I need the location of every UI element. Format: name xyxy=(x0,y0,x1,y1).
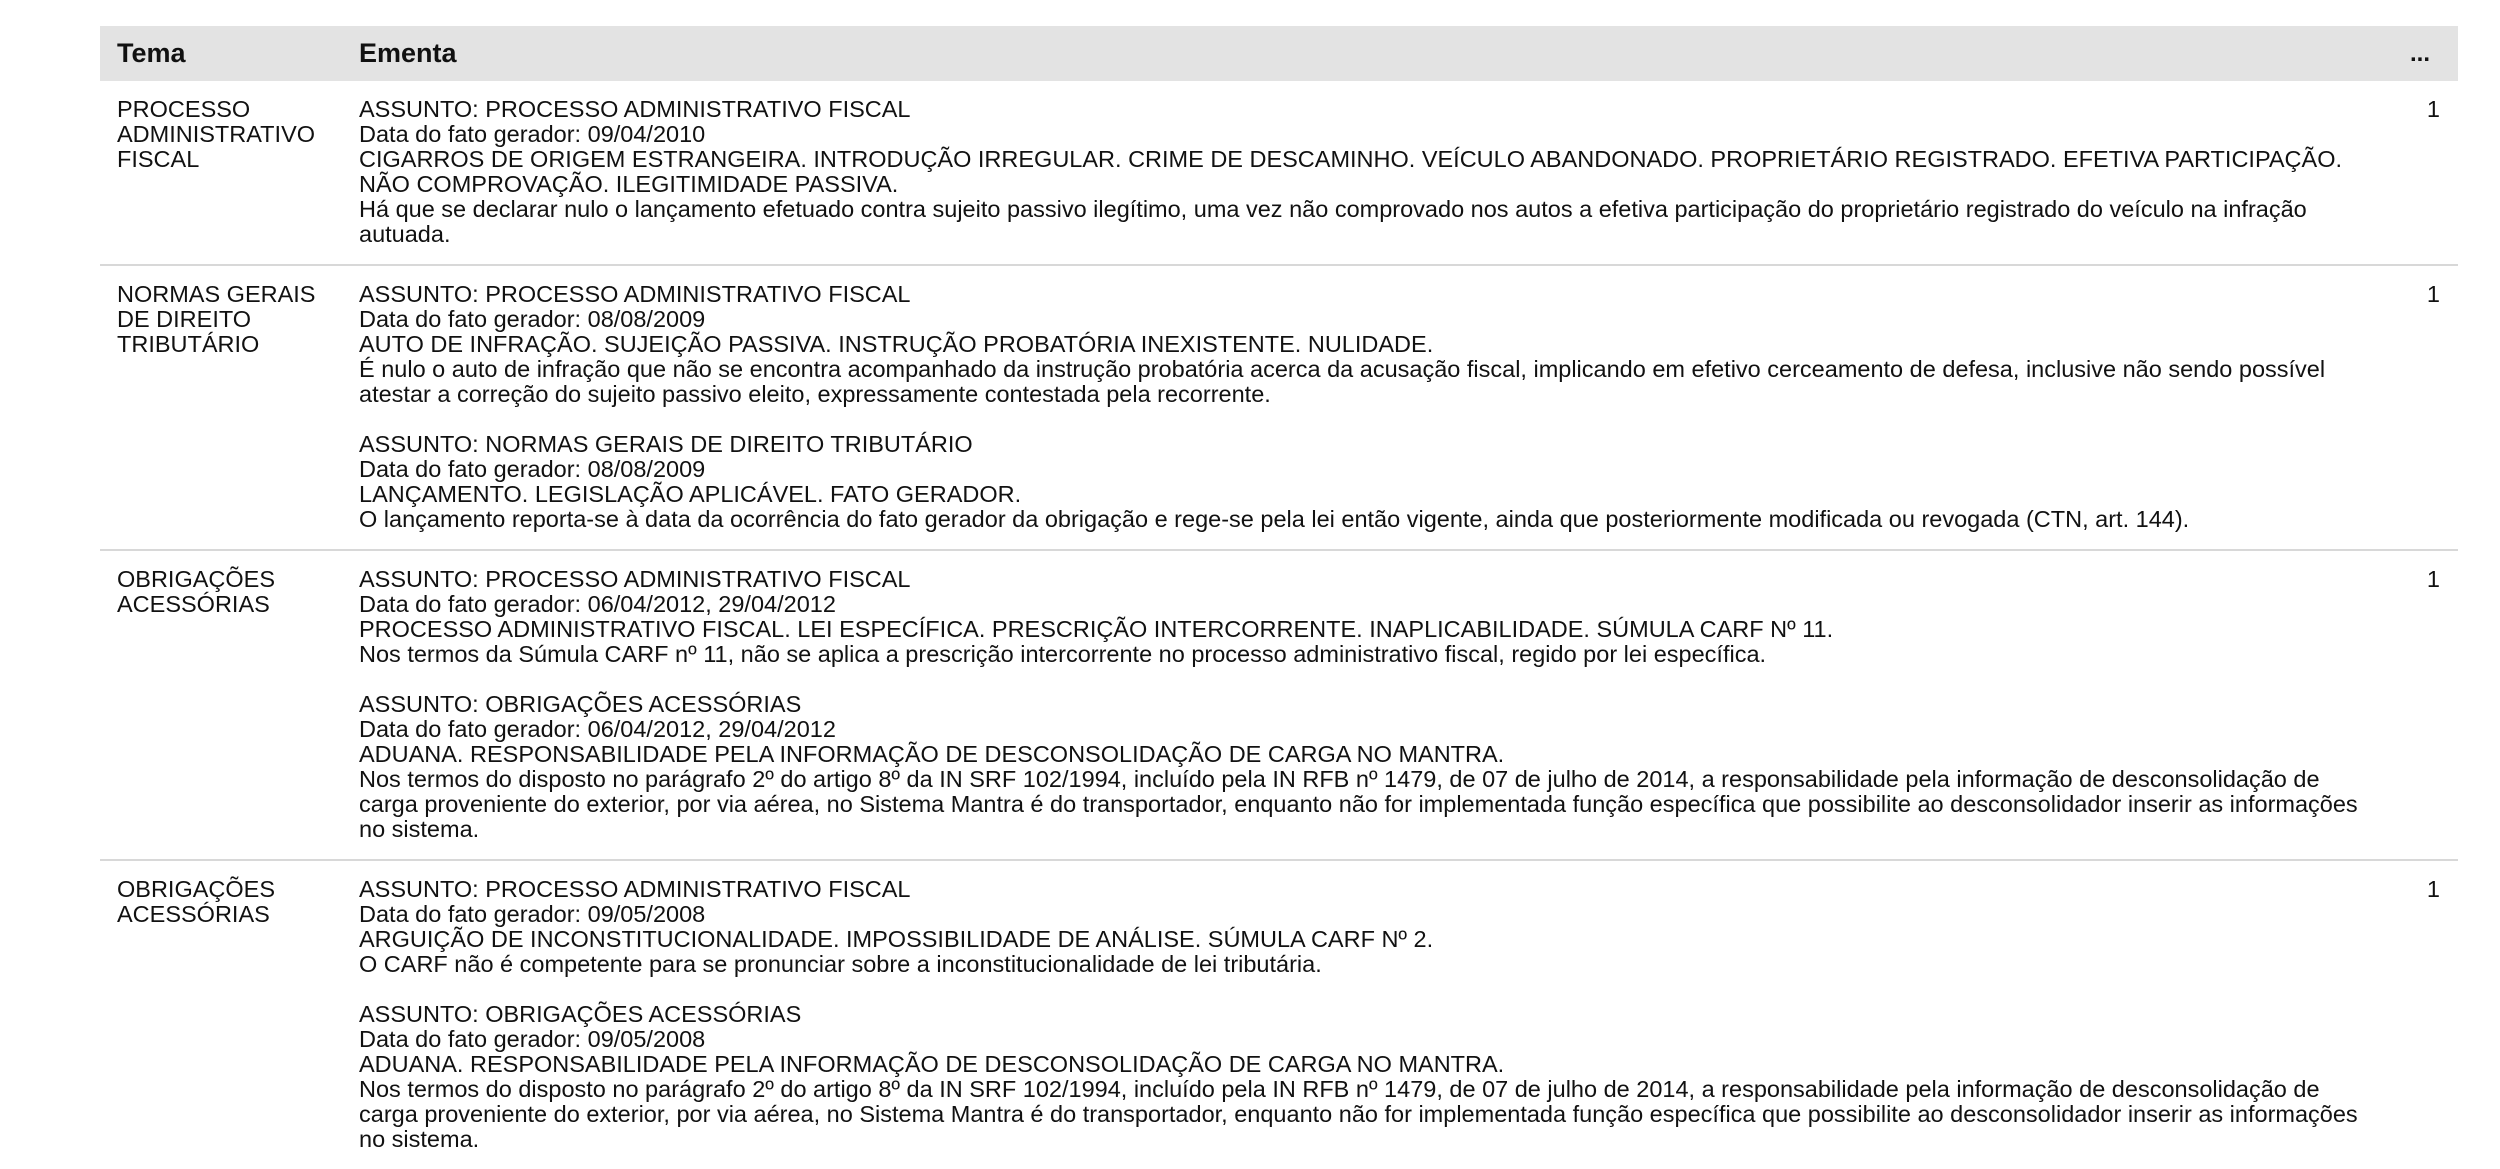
ementa-headnote: CIGARROS DE ORIGEM ESTRANGEIRA. INTRODUÇÃO IRREGULAR. CRIME DE DESCAMINHO. VEÍCULO ABANDONADO. PROPRIETÁRIO REGISTRADO. EFETIVA PARTICIPAÇÃO. NÃO COMPROVAÇÃO. ILEGITIMIDADE PASSIVA. xyxy=(359,146,2342,197)
ementa-headnote: LANÇAMENTO. LEGISLAÇÃO APLICÁVEL. FATO GERADOR. xyxy=(359,481,1022,507)
ementa-data-fato-gerador: Data do fato gerador: 06/04/2012, 29/04/2012 xyxy=(359,591,836,617)
ementa-assunto: ASSUNTO: PROCESSO ADMINISTRATIVO FISCAL xyxy=(359,281,911,307)
column-header-more[interactable]: ... xyxy=(2409,39,2430,67)
row-count: 1 xyxy=(2426,876,2440,902)
row-count: 1 xyxy=(2426,281,2440,307)
ementa-text: Há que se declarar nulo o lançamento efetuado contra sujeito passivo ilegítimo, uma vez não comprovado nos autos a efetiva participação do proprietário registrado do veículo na infração autuada. xyxy=(359,196,2307,247)
ementa-headnote: PROCESSO ADMINISTRATIVO FISCAL. LEI ESPECÍFICA. PRESCRIÇÃO INTERCORRENTE. INAPLICABILIDADE. SÚMULA CARF Nº 11. xyxy=(359,616,1834,642)
ementa-data-fato-gerador: Data do fato gerador: 08/08/2009 xyxy=(359,456,706,482)
ementa-text: É nulo o auto de infração que não se encontra acompanhado da instrução probatória acerca da acusação fiscal, implicando em efetivo cerceamento de defesa, inclusive não sendo possível atestar a correção do sujeito passivo eleito, expressamente contestada pela recorrente. xyxy=(359,356,2326,407)
row-count: 1 xyxy=(2426,96,2440,122)
ementa-block xyxy=(359,692,2361,842)
results-table xyxy=(100,26,2458,1169)
row-tema: PROCESSO ADMINISTRATIVO FISCAL xyxy=(117,96,316,172)
ementa-headnote: ADUANA. RESPONSABILIDADE PELA INFORMAÇÃO DE DESCONSOLIDAÇÃO DE CARGA NO MANTRA. xyxy=(359,1051,1505,1077)
ementa-headnote: ADUANA. RESPONSABILIDADE PELA INFORMAÇÃO DE DESCONSOLIDAÇÃO DE CARGA NO MANTRA. xyxy=(359,741,1505,767)
results-table-container xyxy=(100,26,2458,1169)
ementa-data-fato-gerador: Data do fato gerador: 06/04/2012, 29/04/2012 xyxy=(359,716,836,742)
row-tema: OBRIGAÇÕES ACESSÓRIAS xyxy=(117,876,276,927)
ementa-block xyxy=(359,1002,2361,1152)
ementa-assunto: ASSUNTO: NORMAS GERAIS DE DIREITO TRIBUTÁRIO xyxy=(359,431,973,457)
ementa-assunto: ASSUNTO: PROCESSO ADMINISTRATIVO FISCAL xyxy=(359,876,911,902)
ementa-assunto: ASSUNTO: OBRIGAÇÕES ACESSÓRIAS xyxy=(359,1001,802,1027)
ementa-data-fato-gerador: Data do fato gerador: 09/05/2008 xyxy=(359,901,706,927)
table-row[interactable] xyxy=(100,265,2458,550)
table-row[interactable] xyxy=(100,860,2458,1169)
table-body xyxy=(100,81,2458,1169)
column-header-tema[interactable]: Tema xyxy=(117,38,186,68)
ementa-text: O CARF não é competente para se pronunciar sobre a inconstitucionalidade de lei tributária. xyxy=(359,951,1322,977)
ementa-block xyxy=(359,567,2361,667)
row-tema: NORMAS GERAIS DE DIREITO TRIBUTÁRIO xyxy=(117,281,316,357)
row-ementa xyxy=(342,550,2378,860)
ementa-headnote: ARGUIÇÃO DE INCONSTITUCIONALIDADE. IMPOSSIBILIDADE DE ANÁLISE. SÚMULA CARF Nº 2. xyxy=(359,926,1434,952)
row-ementa xyxy=(342,860,2378,1169)
row-tema: OBRIGAÇÕES ACESSÓRIAS xyxy=(117,566,276,617)
ementa-text: O lançamento reporta-se à data da ocorrência do fato gerador da obrigação e rege-se pela lei então vigente, ainda que posteriormente modificada ou revogada (CTN, art. 144). xyxy=(359,506,2190,532)
ementa-assunto: ASSUNTO: PROCESSO ADMINISTRATIVO FISCAL xyxy=(359,96,911,122)
ementa-text: Nos termos do disposto no parágrafo 2º do artigo 8º da IN SRF 102/1994, incluído pela IN RFB nº 1479, de 07 de julho de 2014, a responsabilidade pela informação de desconsolidação de carga proveniente do exterior, por via aérea, no Sistema Mantra é do transportador, enquanto não for implementada função específica que possibilite ao desconsolidador inserir as informações no sistema. xyxy=(359,1076,2358,1152)
table-row[interactable] xyxy=(100,550,2458,860)
table-row[interactable] xyxy=(100,81,2458,265)
column-header-ementa[interactable]: Ementa xyxy=(359,38,457,68)
table-header-row xyxy=(100,26,2458,81)
ementa-data-fato-gerador: Data do fato gerador: 09/04/2010 xyxy=(359,121,706,147)
ementa-headnote: AUTO DE INFRAÇÃO. SUJEIÇÃO PASSIVA. INSTRUÇÃO PROBATÓRIA INEXISTENTE. NULIDADE. xyxy=(359,331,1434,357)
ementa-assunto: ASSUNTO: PROCESSO ADMINISTRATIVO FISCAL xyxy=(359,566,911,592)
ementa-text: Nos termos do disposto no parágrafo 2º do artigo 8º da IN SRF 102/1994, incluído pela IN RFB nº 1479, de 07 de julho de 2014, a responsabilidade pela informação de desconsolidação de carga proveniente do exterior, por via aérea, no Sistema Mantra é do transportador, enquanto não for implementada função específica que possibilite ao desconsolidador inserir as informações no sistema. xyxy=(359,766,2358,842)
ementa-block xyxy=(359,97,2361,247)
ementa-block xyxy=(359,282,2361,407)
ementa-block xyxy=(359,877,2361,977)
row-count: 1 xyxy=(2426,566,2440,592)
ementa-block xyxy=(359,432,2361,532)
row-ementa xyxy=(342,265,2378,550)
ementa-data-fato-gerador: Data do fato gerador: 08/08/2009 xyxy=(359,306,706,332)
ementa-assunto: ASSUNTO: OBRIGAÇÕES ACESSÓRIAS xyxy=(359,691,802,717)
row-ementa xyxy=(342,81,2378,265)
ementa-text: Nos termos da Súmula CARF nº 11, não se aplica a prescrição intercorrente no processo administrativo fiscal, regido por lei específica. xyxy=(359,641,1767,667)
ementa-data-fato-gerador: Data do fato gerador: 09/05/2008 xyxy=(359,1026,706,1052)
